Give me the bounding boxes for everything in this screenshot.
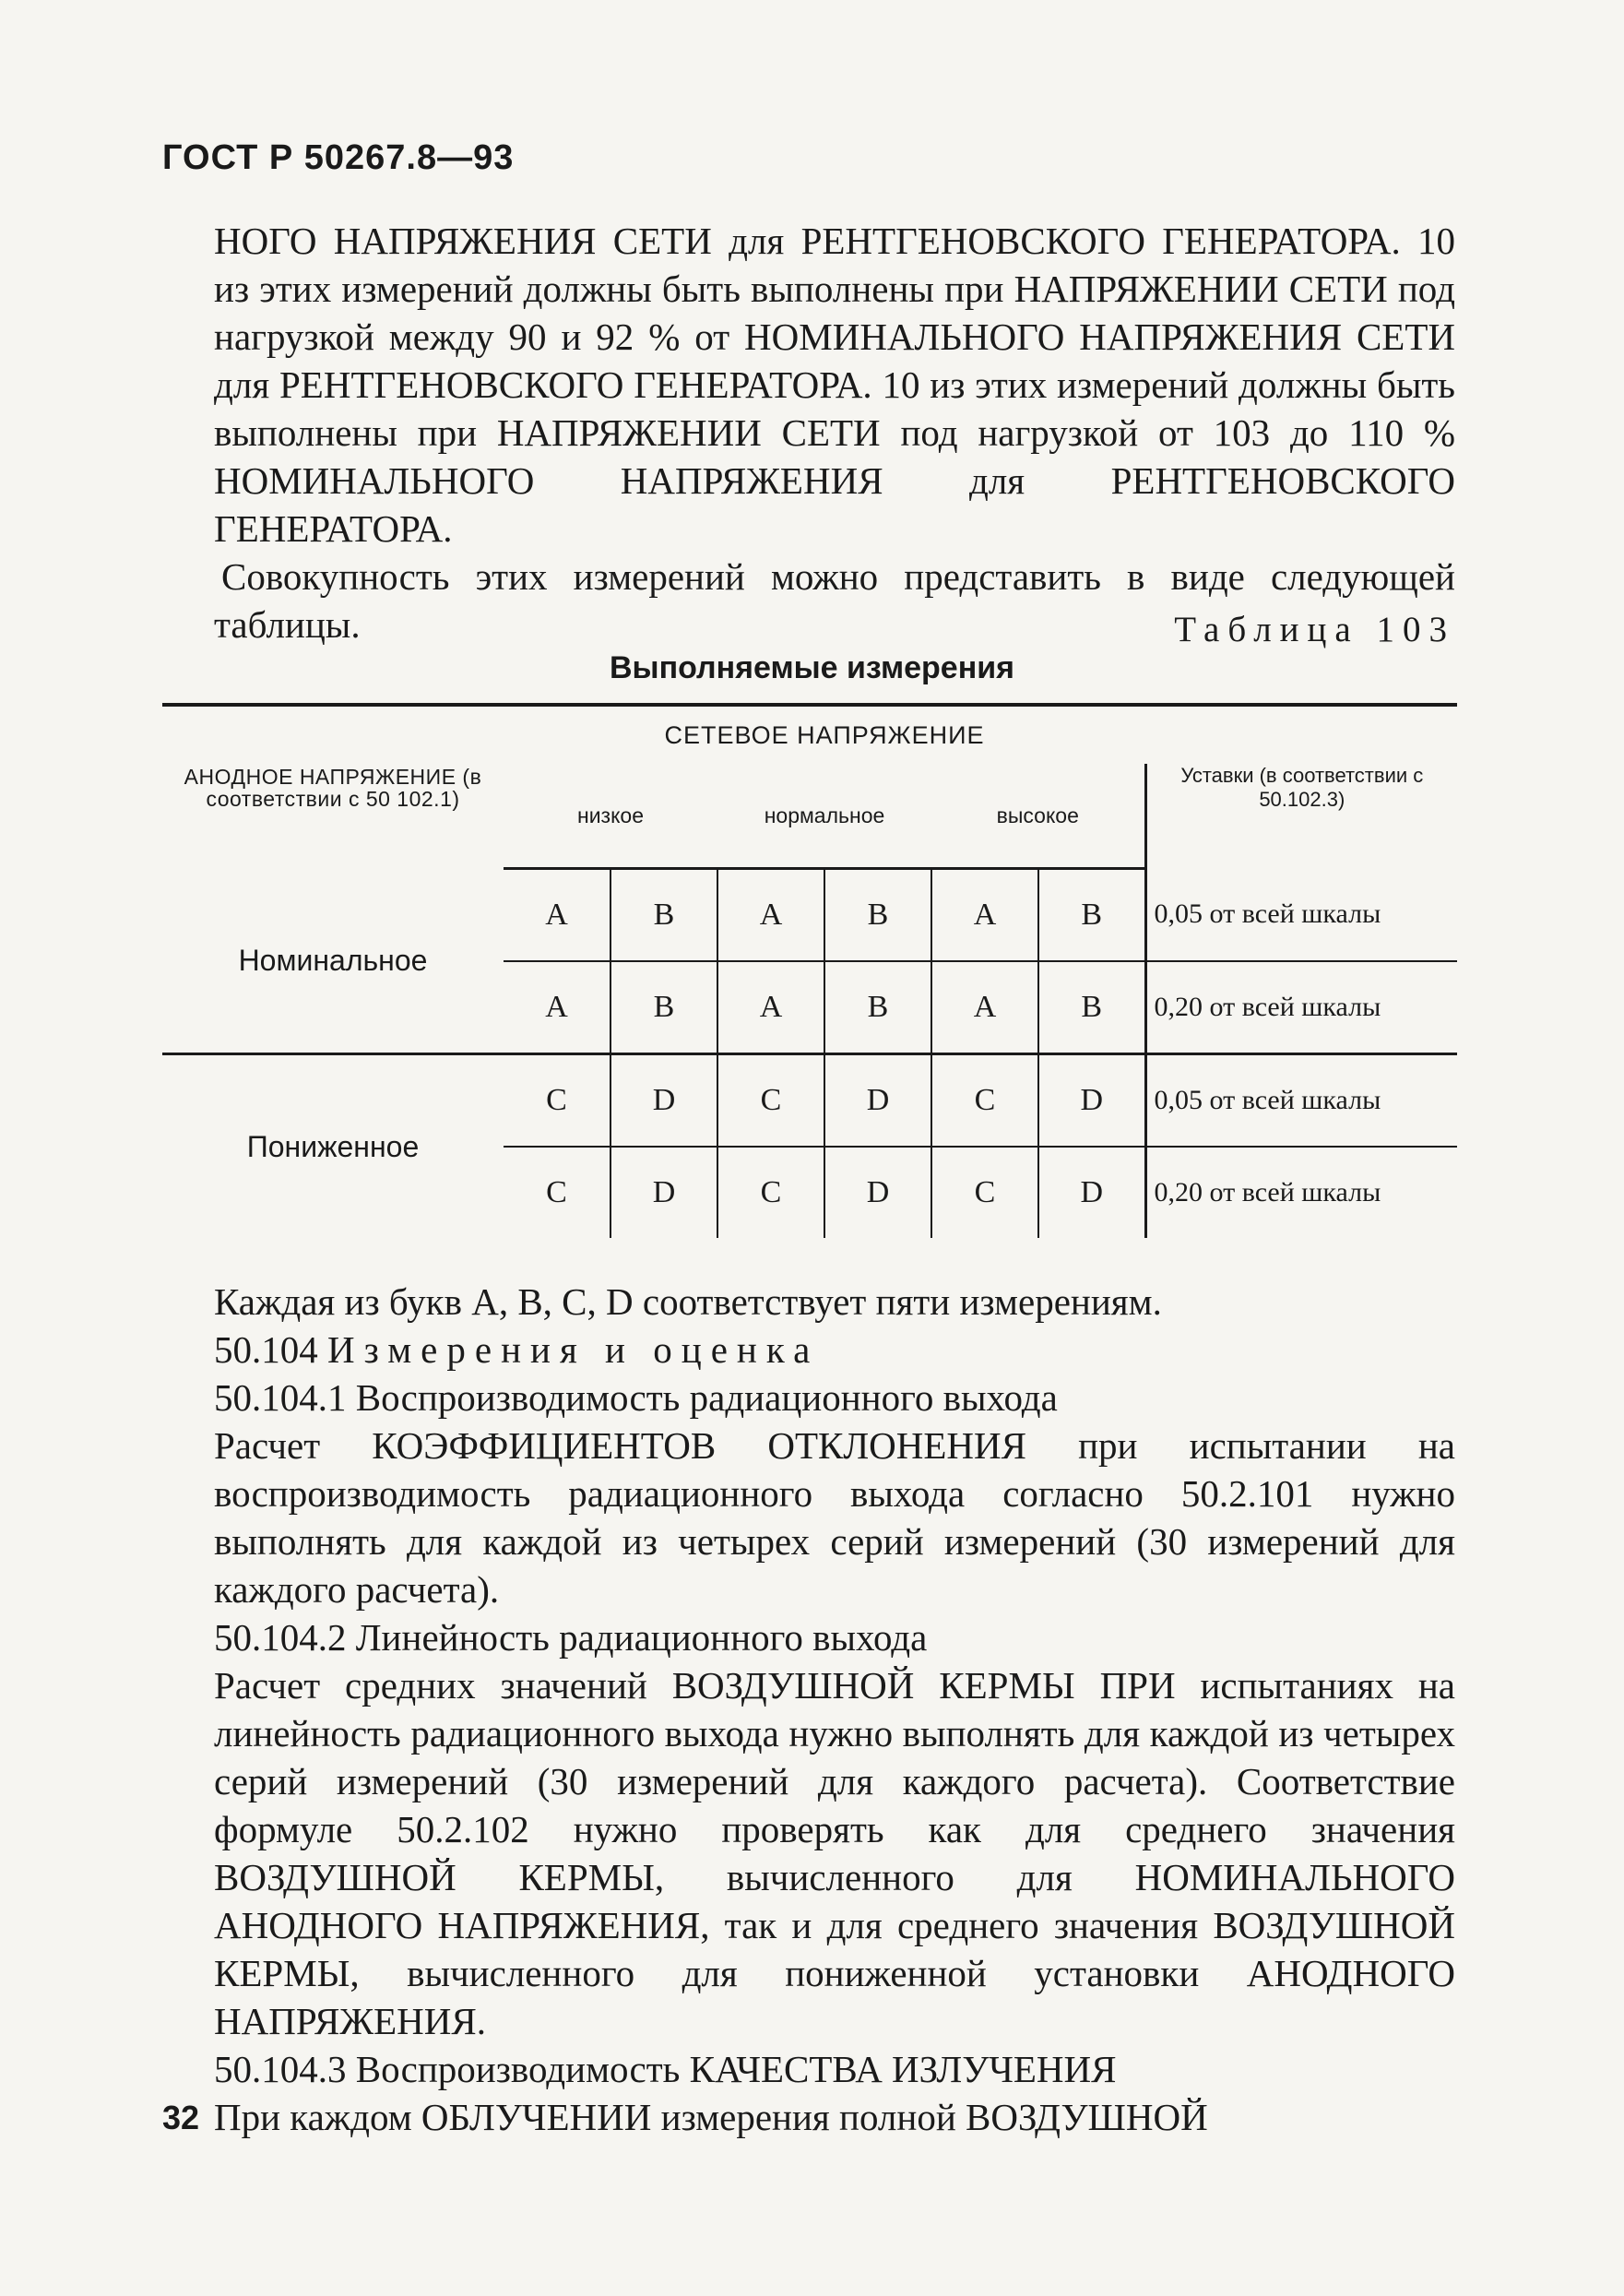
- subsection-text: Расчет средних значений ВОЗДУШНОЙ КЕРМЫ ПРИ испытаниях на линейность радиационного выхода нужно выполнять для каждой из четырех серий измерений (30 измерений для каждого расчета). Соответствие формуле 50.2.102 нужно проверять как для среднего значения ВОЗДУШНОЙ КЕРМЫ, вычисленного для НОМИНАЛЬНОГО АНОДНОГО НАПРЯЖЕНИЯ, так и для среднего значения ВОЗДУШНОЙ КЕРМЫ, вычисленного для пониженной установки АНОДНОГО НАПРЯЖЕНИЯ.: [214, 1664, 1455, 2042]
- table-cell: A: [931, 961, 1038, 1054]
- table-cell: A: [717, 869, 824, 962]
- table-cell: D: [1038, 1147, 1145, 1238]
- column-header-normal: нормальное: [717, 764, 931, 869]
- table-label: Таблица 103: [1174, 610, 1455, 649]
- table-cell: D: [1038, 1054, 1145, 1148]
- section-number: 50.104: [214, 1328, 318, 1371]
- intro-paragraph: НОГО НАПРЯЖЕНИЯ СЕТИ для РЕНТГЕНОВСКОГО ГЕНЕРАТОРА. 10 из этих измерений должны быть выполнены при НАПРЯЖЕНИИ СЕТИ под нагрузкой между 90 и 92 % от НОМИНАЛЬНОГО НАПРЯЖЕНИЯ СЕТИ для РЕНТГЕНОВСКОГО ГЕНЕРАТОРА. 10 из этих измерений должны быть выполнены при НАПРЯЖЕНИИ СЕТИ под нагрузкой от 103 до 110 % НОМИНАЛЬНОГО НАПРЯЖЕНИЯ для РЕНТГЕНОВСКОГО ГЕНЕРАТОРА.: [214, 220, 1455, 550]
- subsection-text: Расчет КОЭФФИЦИЕНТОВ ОТКЛОНЕНИЯ при испытании на воспроизводимость радиационного выхода согласно 50.2.101 нужно выполнять для каждой из четырех серий измерений (30 измерений для каждого расчета).: [214, 1424, 1455, 1611]
- table-cell: A: [717, 961, 824, 1054]
- row-label-nominal: Номинальное: [162, 869, 504, 1054]
- document-header: ГОСТ Р 50267.8—93: [162, 138, 515, 177]
- measurements-table: [162, 703, 1457, 1238]
- table-cell: C: [931, 1147, 1038, 1238]
- table-cell: B: [1038, 869, 1145, 962]
- main-text: [214, 1278, 1455, 2141]
- table-cell: C: [504, 1147, 610, 1238]
- setting-cell: 0,20 от всей шкалы: [1154, 1177, 1381, 1207]
- intro-paragraph: Совокупность этих измерений можно представить в виде следующей таблицы.: [214, 555, 1455, 646]
- subsection-heading: 50.104.1 Воспроизводимость радиационного выхода: [214, 1376, 1058, 1419]
- table-cell: C: [717, 1147, 824, 1238]
- table-cell: A: [504, 961, 610, 1054]
- table-cell: C: [931, 1054, 1038, 1148]
- column-header-low: низкое: [504, 764, 717, 869]
- table-row: [162, 1054, 1457, 1148]
- table-footnote: Каждая из букв А, В, С, D соответствует пяти измерениям.: [214, 1280, 1162, 1323]
- column-header-network: СЕТЕВОЕ НАПРЯЖЕНИЕ: [504, 705, 1145, 764]
- table-cell: C: [504, 1054, 610, 1148]
- table-cell: B: [824, 961, 931, 1054]
- table-title: Выполняемые измерения: [610, 650, 1014, 685]
- table-cell: B: [824, 869, 931, 962]
- table-cell: D: [610, 1054, 717, 1148]
- setting-cell: 0,05 от всей шкалы: [1145, 869, 1457, 962]
- section-heading: [214, 1326, 1455, 1374]
- table-cell: A: [931, 869, 1038, 962]
- table-cell: B: [610, 961, 717, 1054]
- row-label-reduced: Пониженное: [246, 1129, 420, 1163]
- table-cell: A: [504, 869, 610, 962]
- column-header-settings: Уставки (в соответствии с 50.102.3): [1145, 705, 1457, 869]
- table-cell: D: [824, 1054, 931, 1148]
- column-header-high: высокое: [931, 764, 1145, 869]
- subsection-heading: 50.104.3 Воспроизводимость КАЧЕСТВА ИЗЛУЧЕНИЯ: [214, 2048, 1117, 2090]
- table-cell: C: [717, 1054, 824, 1148]
- page-number: 32: [162, 2099, 200, 2136]
- table-row: [162, 869, 1457, 962]
- subsection-heading: 50.104.2 Линейность радиационного выхода: [214, 1616, 928, 1659]
- setting-cell: 0,20 от всей шкалы: [1145, 961, 1457, 1054]
- table-cell: B: [1038, 961, 1145, 1054]
- subsection-text: При каждом ОБЛУЧЕНИИ измерения полной ВОЗДУШНОЙ: [214, 2096, 1208, 2138]
- table-cell: D: [610, 1147, 717, 1238]
- column-header-anode: АНОДНОЕ НАПРЯЖЕНИЕ (в соответствии с 50 102.1): [162, 705, 504, 869]
- intro-text: [214, 217, 1455, 648]
- table-cell: D: [824, 1147, 931, 1238]
- section-title: Измерения и оценка: [327, 1328, 820, 1371]
- table-cell: B: [610, 869, 717, 962]
- setting-cell: 0,05 от всей шкалы: [1145, 1054, 1457, 1148]
